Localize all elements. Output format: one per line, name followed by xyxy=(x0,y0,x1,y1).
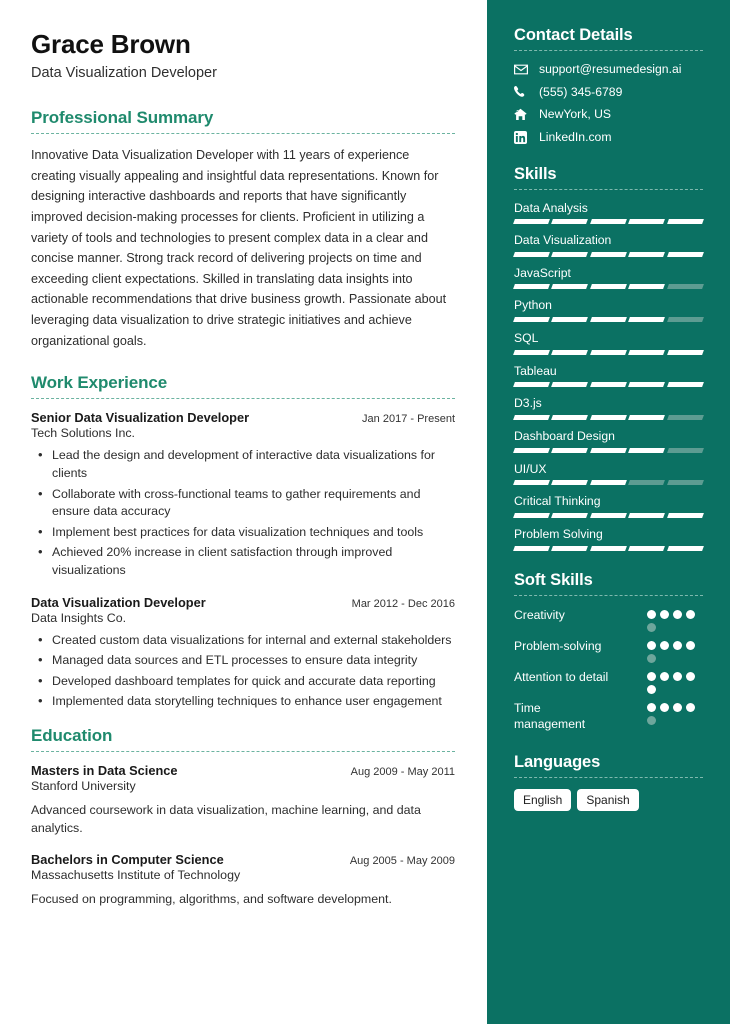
sidebar-heading-languages: Languages xyxy=(514,752,601,771)
skill-level-bar xyxy=(514,415,703,420)
skill-item xyxy=(514,233,703,257)
phone-icon xyxy=(514,85,531,98)
skill-level-segment xyxy=(667,219,704,224)
skill-level-segment xyxy=(590,317,627,322)
rating-dot xyxy=(673,703,682,712)
skill-level-segment xyxy=(628,350,665,355)
summary-text: Innovative Data Visualization Developer with 11 years of experience creating visually appealing and insightful data representations. Known for designing interactive dashboards and reports that have significantly improved decision-making processes for clients. Proficient in utilizing a variety of tools and technologies to present complex data in a clear and concise manner. Strong track record of delivering projects on time and exceeding client expectations. Skilled in translating data insights into actionable recommendations that drive business growth. Passionate about leveraging data visualization to drive strategic initiatives and achieve organizational goals. xyxy=(31,147,447,348)
skill-level-segment xyxy=(628,284,665,289)
work-entry-organization: Tech Solutions Inc. xyxy=(31,426,136,441)
skill-level-segment xyxy=(513,219,550,224)
education-description: Advanced coursework in data visualization, machine learning, and data analytics. xyxy=(31,803,421,836)
skill-level-bar xyxy=(514,219,703,224)
skill-level-segment xyxy=(551,546,588,551)
skill-level-segment xyxy=(513,415,550,420)
list-item: • Implemented data storytelling techniques to enhance user engagement xyxy=(52,693,455,711)
skill-level-bar xyxy=(514,284,703,289)
skill-item xyxy=(514,429,703,453)
education-entry-header xyxy=(31,852,455,867)
work-entry-bullets xyxy=(31,632,455,711)
skill-level-segment xyxy=(667,382,704,387)
contact-row[interactable] xyxy=(514,107,703,122)
education-school: Stanford University xyxy=(31,779,136,794)
sidebar-divider xyxy=(514,595,703,596)
sidebar xyxy=(487,0,730,1024)
contact-value: (555) 345-6789 xyxy=(539,84,623,99)
sidebar-divider xyxy=(514,189,703,190)
skill-level-segment xyxy=(590,382,627,387)
contact-row[interactable] xyxy=(514,130,703,145)
skill-item xyxy=(514,494,703,518)
work-entry xyxy=(31,410,455,579)
skill-level-bar xyxy=(514,448,703,453)
rating-dot xyxy=(647,685,656,694)
skill-level-segment xyxy=(628,252,665,257)
rating-dot xyxy=(647,610,656,619)
education-entry xyxy=(31,852,455,909)
skill-level-segment xyxy=(628,382,665,387)
work-entry-header xyxy=(31,410,455,425)
skill-level-segment xyxy=(551,350,588,355)
skill-item xyxy=(514,396,703,420)
education-entry xyxy=(31,763,455,838)
skill-label: Problem Solving xyxy=(514,526,603,541)
rating-dot xyxy=(673,610,682,619)
soft-skill-list xyxy=(514,607,703,733)
language-tag: Spanish xyxy=(577,789,638,811)
skill-level-segment xyxy=(590,415,627,420)
rating-dot xyxy=(647,703,656,712)
list-item: • Developed dashboard templates for quick and accurate data reporting xyxy=(52,673,455,691)
rating-dot xyxy=(660,703,669,712)
skill-label: Data Analysis xyxy=(514,200,588,215)
work-entry-list xyxy=(31,410,455,711)
section-divider xyxy=(31,751,455,752)
contact-list xyxy=(514,62,703,145)
skill-label: SQL xyxy=(514,331,539,346)
education-school: Massachusetts Institute of Technology xyxy=(31,868,241,883)
skill-level-bar xyxy=(514,513,703,518)
language-tag: English xyxy=(514,789,571,811)
section-education xyxy=(31,726,455,909)
skill-level-segment xyxy=(513,480,550,485)
skill-level-segment xyxy=(551,252,588,257)
skill-level-segment xyxy=(628,219,665,224)
list-item: • Collaborate with cross-functional teams to gather requirements and ensure data accuracy xyxy=(52,486,455,521)
skill-level-segment xyxy=(590,546,627,551)
soft-skill-row xyxy=(514,700,703,733)
skill-level-bar xyxy=(514,317,703,322)
skill-level-segment xyxy=(590,284,627,289)
language-tag-list xyxy=(514,789,703,811)
skill-level-bar xyxy=(514,546,703,551)
skill-level-segment xyxy=(667,415,704,420)
skill-label: Dashboard Design xyxy=(514,429,615,444)
skill-level-bar xyxy=(514,252,703,257)
skill-level-segment xyxy=(590,480,627,485)
skill-level-segment xyxy=(590,252,627,257)
sidebar-divider xyxy=(514,50,703,51)
skill-level-segment xyxy=(513,513,550,518)
list-item: • Implement best practices for data visualization techniques and tools xyxy=(52,524,455,542)
skill-level-segment xyxy=(628,546,665,551)
rating-dot xyxy=(686,672,695,681)
soft-skill-label: Creativity xyxy=(514,607,565,622)
rating-dot xyxy=(647,716,656,725)
sidebar-section-languages xyxy=(514,753,703,811)
skill-item xyxy=(514,462,703,486)
skill-level-segment xyxy=(667,350,704,355)
skill-level-segment xyxy=(628,415,665,420)
skill-level-segment xyxy=(628,448,665,453)
skill-level-segment xyxy=(590,513,627,518)
skill-label: Critical Thinking xyxy=(514,494,601,509)
sidebar-heading-contact: Contact Details xyxy=(514,26,633,44)
skill-label: Data Visualization xyxy=(514,233,612,248)
work-entry-date: Mar 2012 - Dec 2016 xyxy=(351,597,455,610)
list-item: • Managed data sources and ETL processes to ensure data integrity xyxy=(52,652,455,670)
skill-level-segment xyxy=(551,480,588,485)
sidebar-section-soft-skills xyxy=(514,571,703,733)
sidebar-section-skills xyxy=(514,165,703,551)
rating-dot xyxy=(647,641,656,650)
skill-level-segment xyxy=(628,513,665,518)
skill-level-segment xyxy=(551,448,588,453)
skill-level-segment xyxy=(513,252,550,257)
work-entry-date: Jan 2017 - Present xyxy=(362,413,455,426)
skill-level-segment xyxy=(551,219,588,224)
skill-level-segment xyxy=(667,317,704,322)
section-divider xyxy=(31,398,455,399)
rating-dot xyxy=(647,672,656,681)
work-entry-title: Senior Data Visualization Developer xyxy=(31,410,250,426)
skill-level-segment xyxy=(590,219,627,224)
skill-level-bar xyxy=(514,382,703,387)
skill-item xyxy=(514,298,703,322)
contact-value: NewYork, US xyxy=(539,107,612,122)
list-item: • Created custom data visualizations for internal and external stakeholders xyxy=(52,632,455,650)
skill-level-segment xyxy=(590,350,627,355)
education-description: Focused on programming, algorithms, and software development. xyxy=(31,892,392,907)
work-entry-bullets xyxy=(31,447,455,579)
skill-level-segment xyxy=(513,382,550,387)
skill-level-segment xyxy=(667,448,704,453)
skill-level-segment xyxy=(667,252,704,257)
sidebar-heading-skills: Skills xyxy=(514,164,557,183)
section-divider xyxy=(31,133,455,134)
soft-skill-row xyxy=(514,638,703,663)
skill-level-segment xyxy=(628,480,665,485)
soft-skill-label: Attention to detail xyxy=(514,669,609,684)
work-entry-header xyxy=(31,595,455,610)
rating-dot xyxy=(686,610,695,619)
rating-dot xyxy=(673,641,682,650)
skill-label: Python xyxy=(514,298,552,313)
skill-level-segment xyxy=(551,317,588,322)
education-date: Aug 2005 - May 2009 xyxy=(349,855,455,868)
job-title: Data Visualization Developer xyxy=(31,64,217,81)
list-item: • Lead the design and development of interactive data visualizations for clients xyxy=(52,447,455,482)
sidebar-section-contact xyxy=(514,26,703,145)
skill-level-segment xyxy=(667,284,704,289)
soft-skill-row xyxy=(514,669,703,694)
soft-skill-label: Problem-solving xyxy=(514,638,602,653)
skill-level-segment xyxy=(513,448,550,453)
rating-dot xyxy=(686,641,695,650)
skill-level-segment xyxy=(551,513,588,518)
skill-level-segment xyxy=(667,546,704,551)
contact-row[interactable] xyxy=(514,85,703,100)
skill-item xyxy=(514,364,703,388)
skill-level-segment xyxy=(513,284,550,289)
section-heading-education: Education xyxy=(31,726,113,746)
soft-skill-label: Time management xyxy=(514,700,586,732)
section-professional-summary xyxy=(31,108,455,351)
rating-dot xyxy=(660,672,669,681)
work-entry-organization: Data Insights Co. xyxy=(31,610,127,625)
rating-dot xyxy=(673,672,682,681)
section-heading-work-experience: Work Experience xyxy=(31,373,168,393)
section-work-experience xyxy=(31,373,455,711)
skill-label: UI/UX xyxy=(514,461,547,476)
soft-skill-rating xyxy=(647,669,703,694)
page-title: Grace Brown xyxy=(31,29,191,59)
skill-label: D3.js xyxy=(514,396,542,411)
rating-dot xyxy=(647,623,656,632)
skill-level-segment xyxy=(667,513,704,518)
work-entry-title: Data Visualization Developer xyxy=(31,594,206,610)
envelope-icon xyxy=(514,64,531,75)
linkedin-icon xyxy=(514,131,531,144)
skill-label: Tableau xyxy=(514,363,557,378)
education-degree: Bachelors in Computer Science xyxy=(31,852,224,868)
skill-level-segment xyxy=(628,317,665,322)
skill-list xyxy=(514,201,703,551)
section-heading-summary: Professional Summary xyxy=(31,107,214,127)
skill-level-segment xyxy=(551,415,588,420)
home-icon xyxy=(514,108,531,121)
skill-level-segment xyxy=(551,284,588,289)
contact-row[interactable] xyxy=(514,62,703,77)
rating-dot xyxy=(647,654,656,663)
rating-dot xyxy=(660,641,669,650)
skill-item xyxy=(514,266,703,290)
work-entry xyxy=(31,595,455,711)
education-degree: Masters in Data Science xyxy=(31,763,178,779)
soft-skill-rating xyxy=(647,638,703,663)
list-item: • Achieved 20% increase in client satisfaction through improved visualizations xyxy=(52,544,455,579)
contact-value: support@resumedesign.ai xyxy=(539,62,682,76)
education-entry-list xyxy=(31,763,455,909)
soft-skill-row xyxy=(514,607,703,632)
education-date: Aug 2009 - May 2011 xyxy=(350,766,455,779)
skill-level-segment xyxy=(513,317,550,322)
contact-value: LinkedIn.com xyxy=(539,129,612,144)
sidebar-divider xyxy=(514,777,703,778)
skill-item xyxy=(514,201,703,225)
skill-level-bar xyxy=(514,480,703,485)
skill-level-segment xyxy=(551,382,588,387)
skill-item xyxy=(514,331,703,355)
skill-label: JavaScript xyxy=(514,265,571,280)
skill-level-bar xyxy=(514,350,703,355)
soft-skill-rating xyxy=(647,607,703,632)
skill-level-segment xyxy=(513,546,550,551)
sidebar-heading-soft-skills: Soft Skills xyxy=(514,570,593,589)
rating-dot xyxy=(686,703,695,712)
skill-item xyxy=(514,527,703,551)
education-entry-header xyxy=(31,763,455,778)
skill-level-segment xyxy=(590,448,627,453)
soft-skill-rating xyxy=(647,700,703,725)
rating-dot xyxy=(660,610,669,619)
skill-level-segment xyxy=(513,350,550,355)
skill-level-segment xyxy=(667,480,704,485)
